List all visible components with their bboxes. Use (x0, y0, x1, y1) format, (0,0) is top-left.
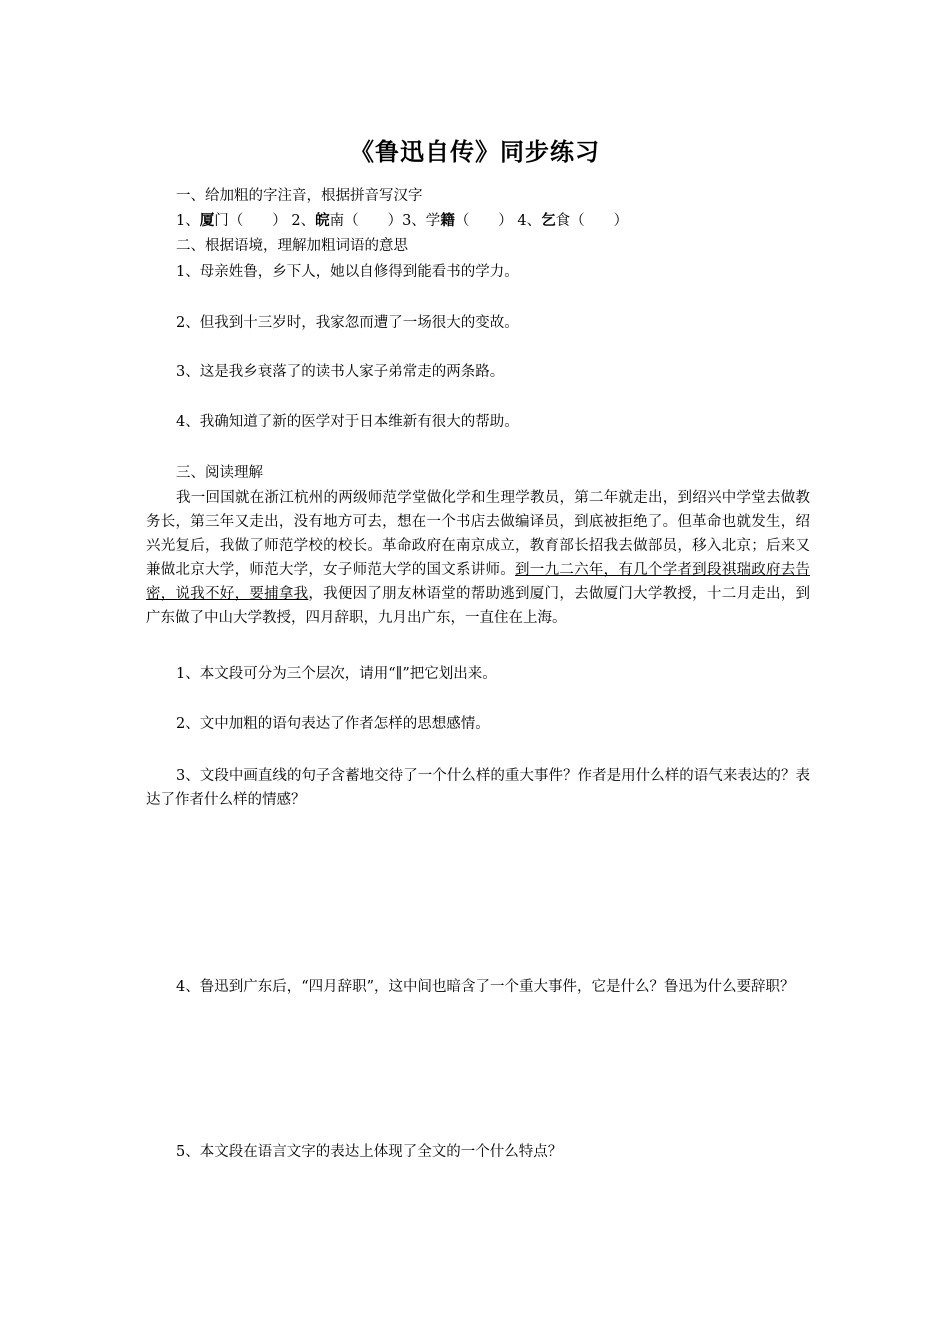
item-4-bold-char: 乞 (541, 212, 556, 229)
item-1-rest: 门（ ） (214, 213, 287, 229)
item-1-bold-char: 厦 (199, 212, 215, 229)
reading-passage (146, 486, 810, 630)
section1-heading: 一、给加粗的字注音，根据拼音写汉字 (176, 188, 423, 204)
item-4-num: 4、 (512, 213, 542, 229)
section2-question-1: 1、母亲姓鲁，乡下人，她以自修得到能看书的学力。 (176, 264, 519, 280)
section1-items (176, 211, 628, 231)
item-4-rest: 食（ ） (555, 213, 629, 229)
section2-question-3: 3、这是我乡衰落了的读书人家子弟常走的两条路。 (176, 364, 505, 380)
passage-part-1: 我一回国就在浙江杭州的两级师范学堂做化学和生理学教员，第二年就走出，到绍兴中学堂去做教务长，第三年又走出，没有地方可去，想在一个书店去做编译员，到底被拒绝了。但革命也就发生，绍兴光复后，我做了师范学校的校长。革命政府在南京成立，教育部长招我去做部员，移入北京；后来又兼做北京大学，师范大学，女子师范大学的国文系讲师。 (146, 490, 810, 578)
section3-question-1: 1、本文段可分为三个层次，请用“∥”把它划出来。 (176, 666, 497, 682)
item-3-bold-char: 籍 (440, 212, 455, 229)
section3-question-3: 3、文段中画直线的句子含蓄地交待了一个什么样的重大事件？作者是用什么样的语气来表达的？表达了作者什么样的情感？ (146, 768, 810, 808)
item-2-bold-char: 皖 (315, 212, 330, 229)
page-title: 《鲁迅自传》同步练习 (350, 138, 600, 166)
section2-question-4: 4、我确知道了新的医学对于日本维新有很大的帮助。 (176, 414, 519, 430)
section3-heading: 三、阅读理解 (176, 465, 263, 481)
item-3-num: 3、学 (402, 213, 441, 229)
item-3-rest: （ ） (454, 213, 513, 229)
item-2-num: 2、 (286, 213, 316, 229)
passage-part-2: ，我便因了朋友林语堂的帮助逃到厦门，去做厦门大学教授，十二月走出，到广东做了中山大学教授，四月辞职，九月出广东，一直住在上海。 (146, 586, 810, 626)
section2-question-2: 2、但我到十三岁时，我家忽而遭了一场很大的变故。 (176, 315, 519, 331)
item-1-num: 1、 (176, 213, 200, 229)
section3-question-5: 5、本文段在语言文字的表达上体现了全文的一个什么特点？ (176, 1144, 563, 1160)
section3-question-2: 2、文中加粗的语句表达了作者怎样的思想感情。 (176, 716, 490, 732)
section3-question-4: 4、鲁迅到广东后，“四月辞职”，这中间也暗含了一个重大事件，它是什么？鲁迅为什么要辞职？ (176, 979, 795, 995)
section2-heading: 二、根据语境，理解加粗词语的意思 (176, 238, 408, 254)
item-2-rest: 南（ ） (329, 213, 403, 229)
passage-underlined-sentence: 到一九二六年，有几个学者到段祺瑞政府去告密，说我不好，要捕拿我 (146, 562, 811, 602)
